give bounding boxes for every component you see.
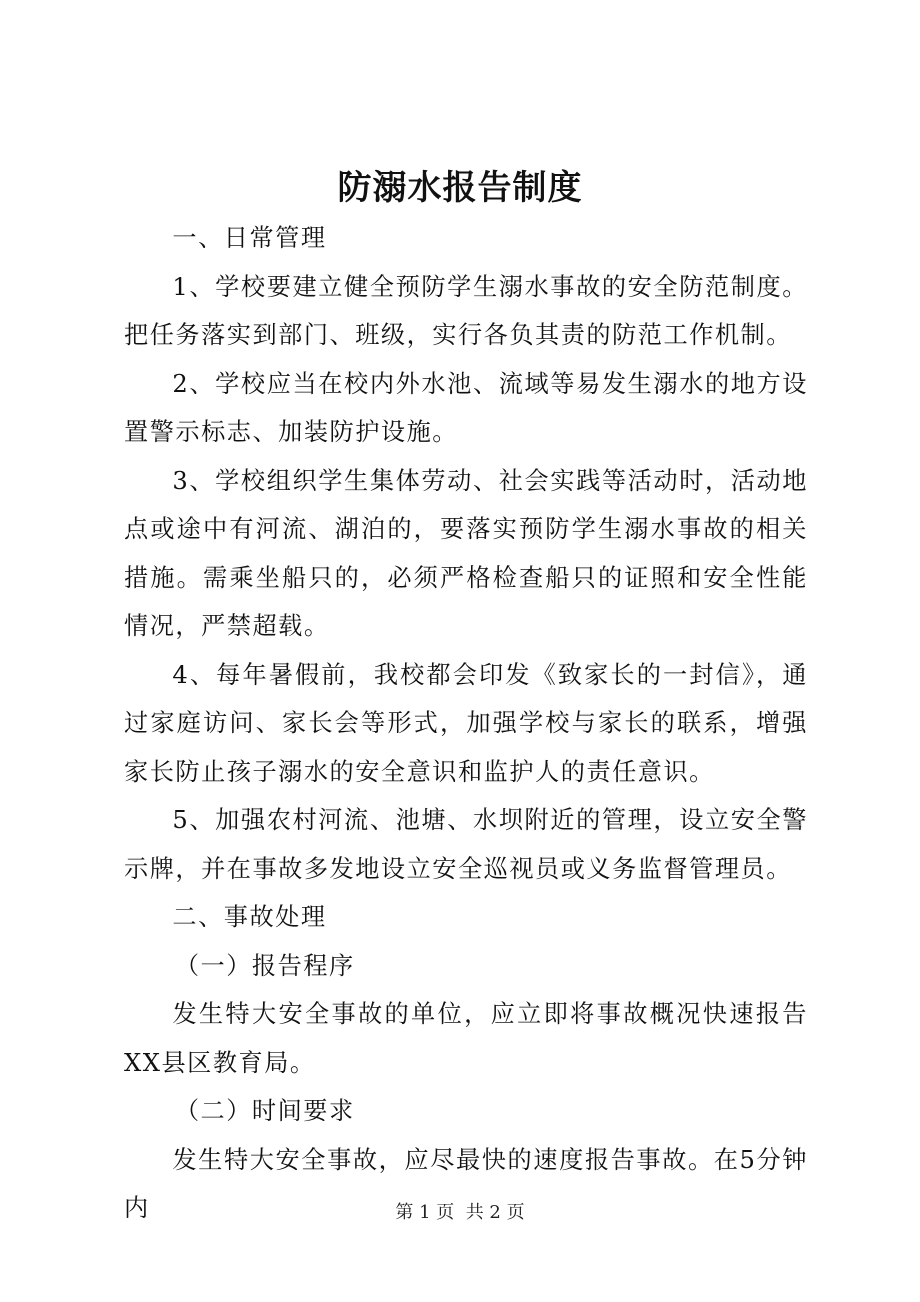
paragraph-item-3: 3、学校组织学生集体劳动、社会实践等活动时，活动地点或途中有河流、湖泊的，要落实预防学生溺水事故的相关措施。需乘坐船只的，必须严格检查船只的证照和安全性能情况，严禁超载。 xyxy=(124,466,808,640)
paragraph-item-4: 4、每年暑假前，我校都会印发《致家长的一封信》，通过家庭访问、家长会等形式，加强学校与家长的联系，增强家长防止孩子溺水的安全意识和监护人的责任意识。 xyxy=(124,660,808,786)
document-body xyxy=(124,214,808,1233)
page-number-footer: 第 1 页 共 2 页 xyxy=(395,1202,525,1223)
paragraph-item-1: 1、学校要建立健全预防学生溺水事故的安全防范制度。把任务落实到部门、班级，实行各负其责的防范工作机制。 xyxy=(124,272,808,349)
paragraph-report-procedure: 发生特大安全事故的单位，应立即将事故概况快速报告XX县区教育局。 xyxy=(124,1000,808,1077)
document-title: 防溺水报告制度 xyxy=(337,168,583,208)
paragraph-item-5: 5、加强农村河流、池塘、水坝附近的管理，设立安全警示牌，并在事故多发地设立安全巡视员或义务监督管理员。 xyxy=(124,806,808,883)
paragraph-time-requirement: 发生特大安全事故，应尽最快的速度报告事故。在5分钟内 xyxy=(124,1145,808,1222)
section-heading-daily-management: 一、日常管理 xyxy=(172,224,327,252)
subheading-report-procedure: （一）报告程序 xyxy=(174,951,355,980)
subheading-time-requirement: （二）时间要求 xyxy=(174,1097,355,1125)
section-heading-accident-handling: 二、事故处理 xyxy=(172,903,327,931)
paragraph-item-2: 2、学校应当在校内外水池、流域等易发生溺水的地方设置警示标志、加装防护设施。 xyxy=(124,369,808,446)
